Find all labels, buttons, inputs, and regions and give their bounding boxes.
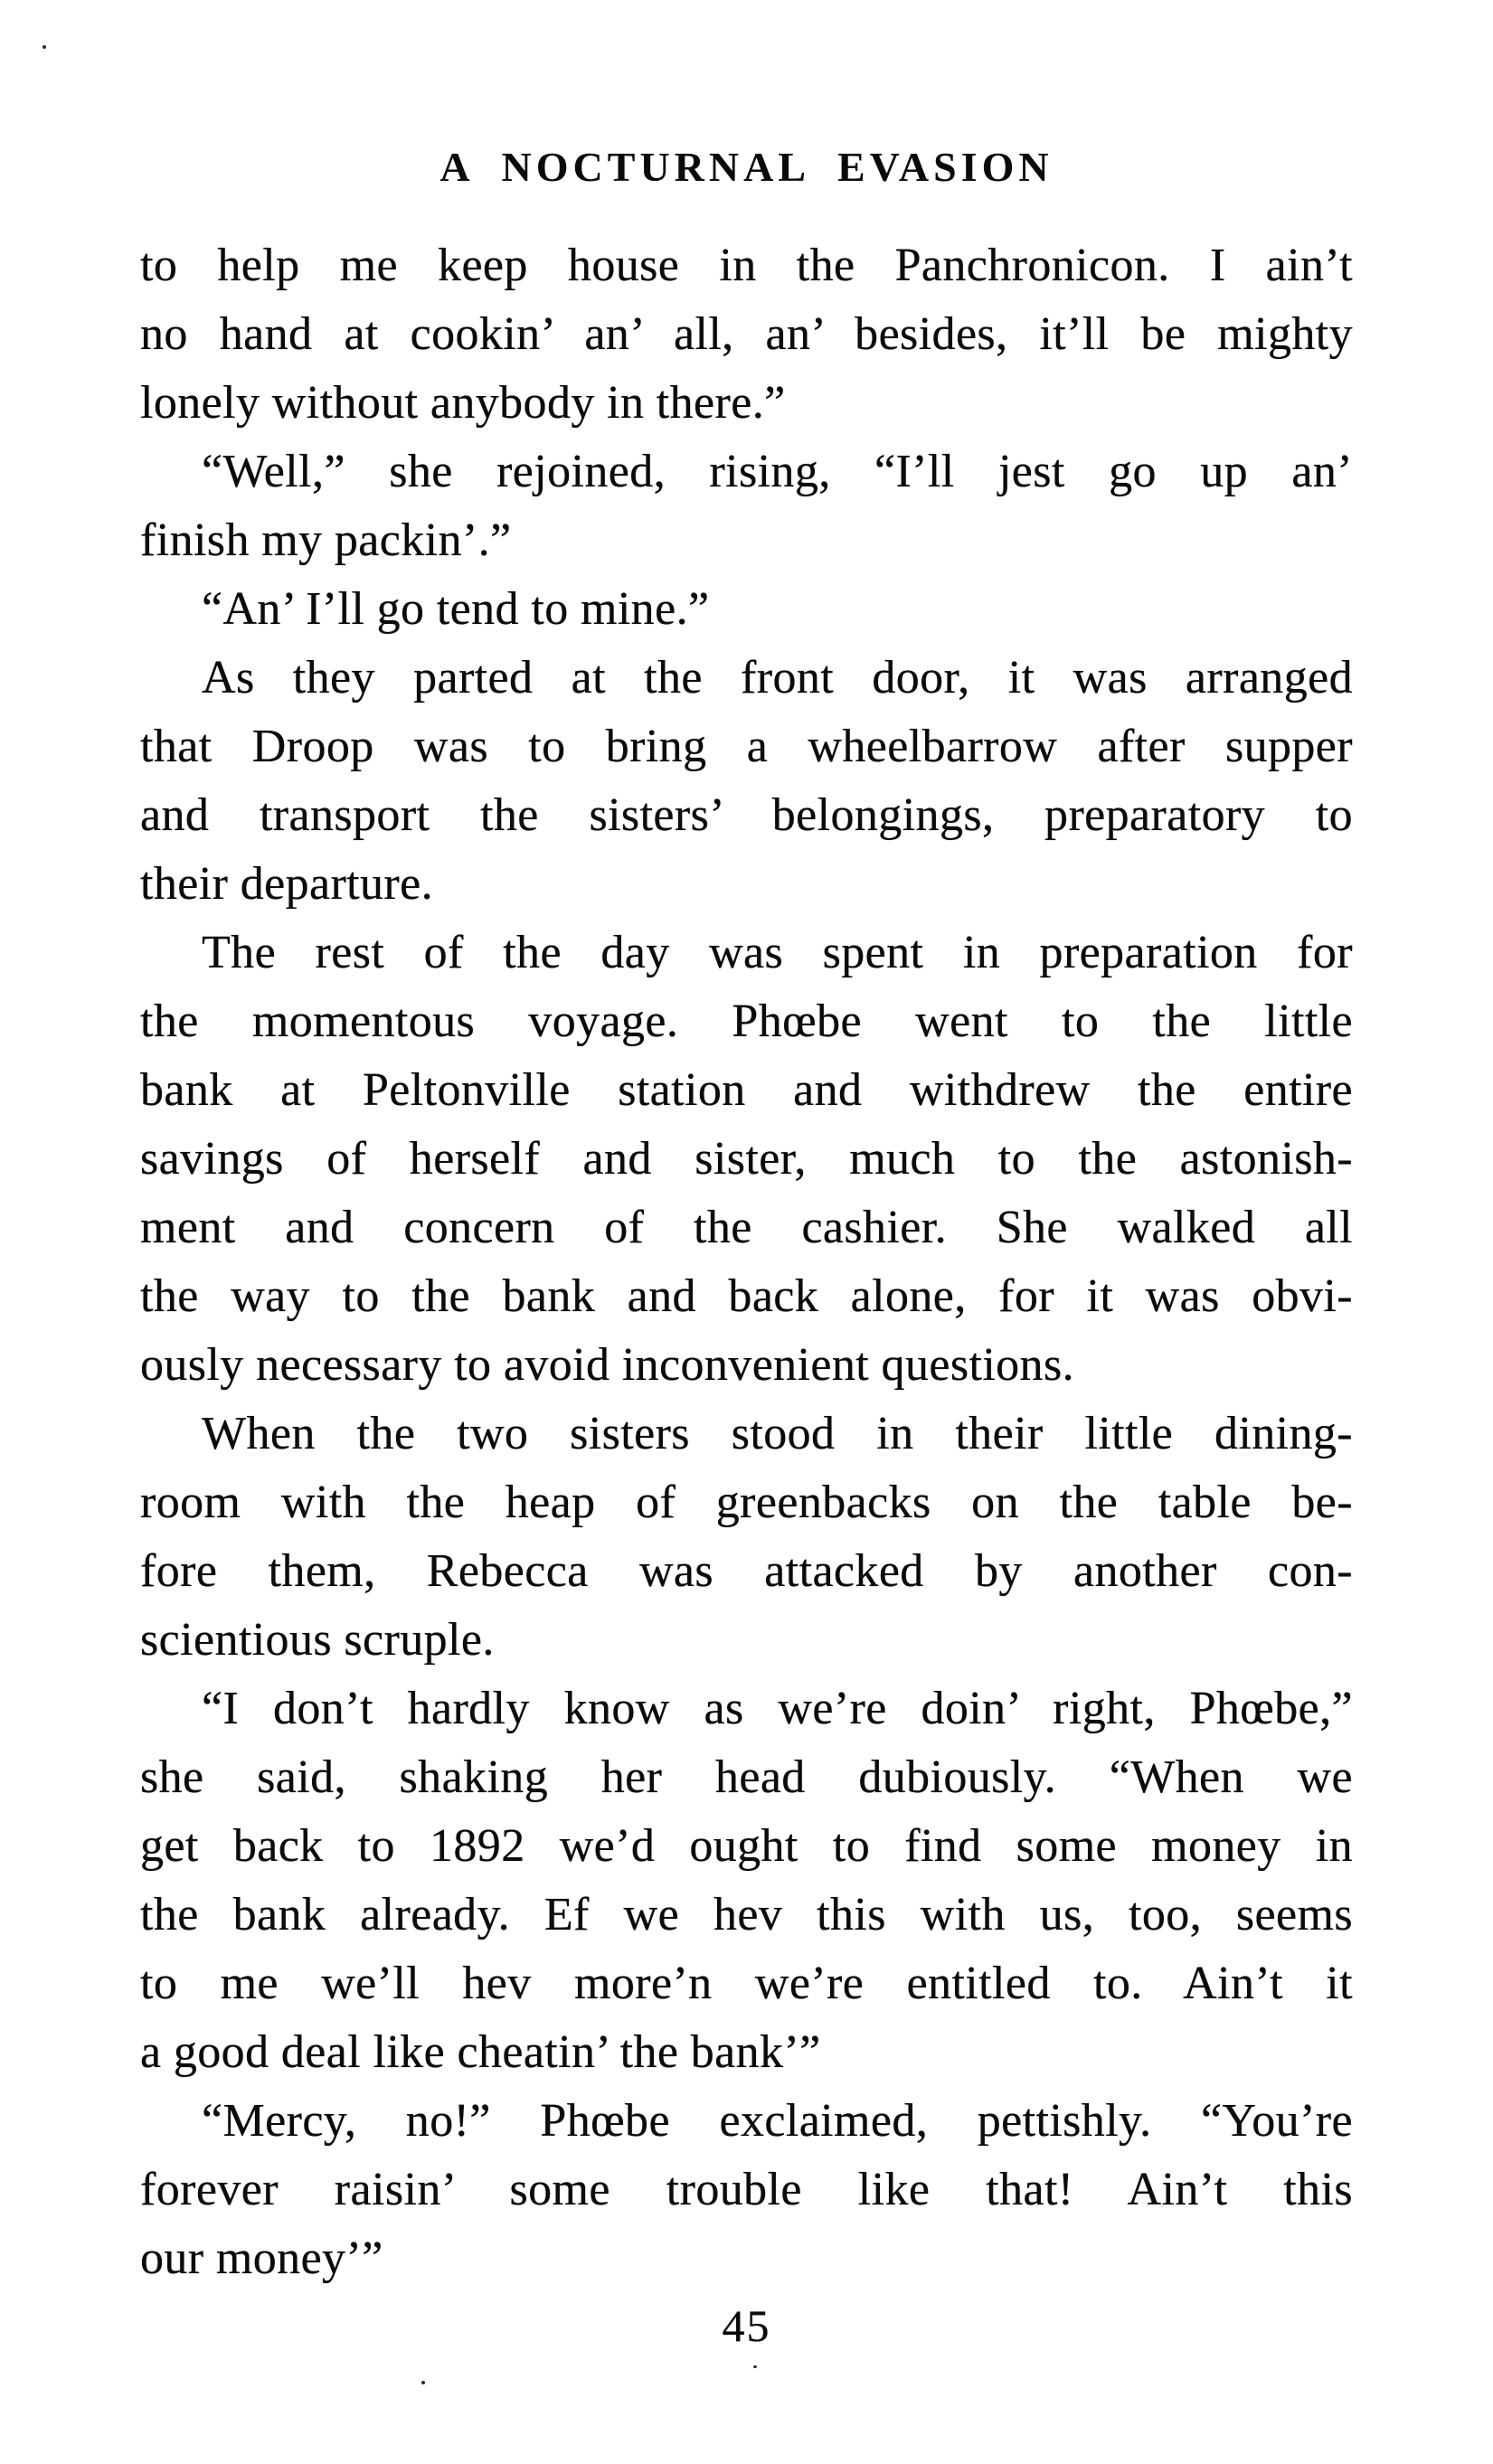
text-line: the bank already. Ef we hev this with us, too, seems — [140, 1889, 1353, 1940]
text-line: to me we’ll hev more’n we’re entitled to. Ain’t it — [140, 1958, 1353, 2009]
text-line: finish my packin’.” — [140, 515, 512, 566]
text-line: the way to the bank and back alone, for it was obvi- — [140, 1270, 1353, 1322]
paragraph — [140, 1400, 1353, 1675]
text-line: fore them, Rebecca was attacked by another con- — [140, 1545, 1353, 1597]
paragraph — [140, 231, 1353, 438]
text-line: As they parted at the front door, it was arranged — [202, 652, 1353, 703]
text-line: a good deal like cheatin’ the bank’” — [140, 2026, 821, 2078]
paragraph — [140, 919, 1353, 1400]
text-line: When the two sisters stood in their little dining- — [202, 1408, 1353, 1459]
text-line: scientious scruple. — [140, 1614, 495, 1666]
text-line: to help me keep house in the Panchronicon. I ain’t — [140, 240, 1353, 291]
text-line: their departure. — [140, 858, 434, 910]
text-line: she said, shaking her head dubiously. “When we — [140, 1751, 1353, 1803]
text-line: forever raisin’ some trouble like that! Ain’t this — [140, 2164, 1353, 2215]
text-line: “Well,” she rejoined, rising, “I’ll jest go up an’ — [202, 446, 1353, 497]
text-line: our money’” — [140, 2233, 383, 2284]
text-line: the momentous voyage. Phœbe went to the little — [140, 996, 1353, 1047]
page-number: 45 — [722, 2300, 771, 2351]
paragraph — [140, 1675, 1353, 2087]
paragraph — [140, 575, 1353, 644]
paragraph — [140, 2087, 1353, 2293]
scan-speck — [43, 45, 46, 49]
paragraph — [140, 438, 1353, 575]
text-line: savings of herself and sister, much to the astonish- — [140, 1133, 1353, 1185]
text-line: “An’ I’ll go tend to mine.” — [202, 583, 710, 635]
text-line: bank at Peltonville station and withdrew the entire — [140, 1064, 1353, 1116]
text-line: “I don’t hardly know as we’re doin’ right, Phœbe,” — [202, 1683, 1353, 1734]
text-line: lonely without anybody in there.” — [140, 377, 786, 429]
text-line: and transport the sisters’ belongings, preparatory to — [140, 789, 1353, 841]
text-line: ment and concern of the cashier. She walked all — [140, 1202, 1353, 1253]
scan-speck — [753, 2365, 757, 2368]
scan-speck — [421, 2381, 425, 2384]
body-text — [140, 231, 1353, 2293]
text-line: ously necessary to avoid inconvenient questions. — [140, 1339, 1074, 1391]
text-line: that Droop was to bring a wheelbarrow after supper — [140, 721, 1353, 772]
paragraph — [140, 644, 1353, 919]
text-line: “Mercy, no!” Phœbe exclaimed, pettishly. “You’re — [202, 2095, 1353, 2147]
text-line: The rest of the day was spent in preparation for — [202, 927, 1353, 978]
text-line: room with the heap of greenbacks on the table be- — [140, 1477, 1353, 1528]
running-head-title: A NOCTURNAL EVASION — [439, 144, 1054, 190]
text-line: get back to 1892 we’d ought to find some money in — [140, 1820, 1353, 1872]
text-line: no hand at cookin’ an’ all, an’ besides, it’ll be mighty — [140, 308, 1353, 360]
